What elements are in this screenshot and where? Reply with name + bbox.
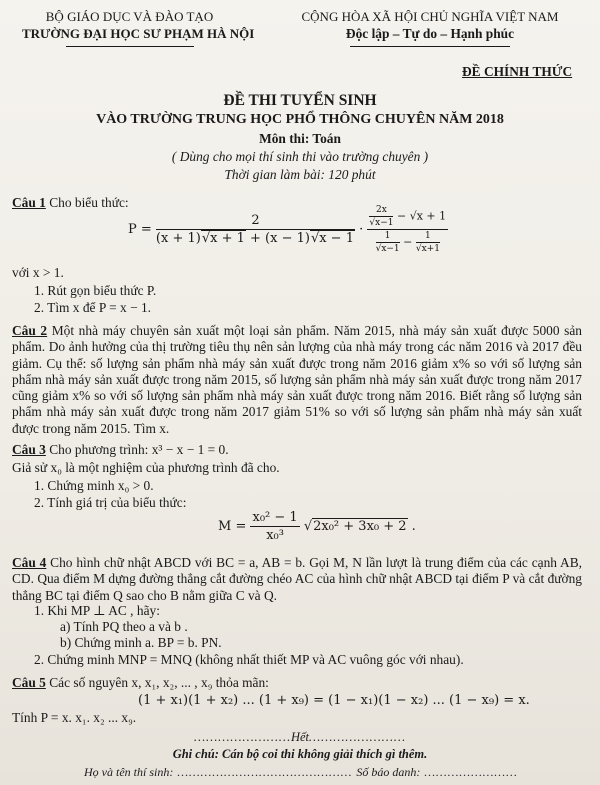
question-1-item-1: 1. Rút gọn biểu thức P. — [34, 283, 157, 298]
ministry-name: BỘ GIÁO DỤC VÀ ĐÀO TẠO — [45, 9, 214, 24]
question-5-label: Câu 5 — [12, 675, 46, 690]
end-marker: ……………………Hết…………………… — [194, 730, 406, 744]
question-2-text: Một nhà máy chuyên sản xuất một loại sản phẩm. Năm 2015, nhà máy sản xuất được 5000 sản phẩm. Do ảnh hưởng của thị trường tiêu thụ nên sản lượng của nhà máy trong các năm 2016 và 2017 đều giảm. Cụ thể: số lượng sản phẩm nhà máy sản xuất được trong năm 2016 giảm x% so với số lượng sản phẩm nhà máy sản xuất được trong năm 2015, số lượng sản phẩm nhà máy sản xuất được trong năm 2017 cũng giảm x% so với số lượng sản phẩm nhà máy sản xuất được trong năm 2016. Biết rằng số lượng sản phẩm nhà máy sản xuất được trong năm 2017 giảm 51% so với số lượng sản phẩm nhà máy sản xuất được trong năm 2015. Tìm x. — [12, 323, 582, 436]
header-right-underline — [350, 46, 510, 47]
question-4-item-1a: a) Tính PQ theo a và b . — [60, 619, 188, 634]
question-1-condition: với x > 1. — [12, 265, 64, 280]
footer-note: Ghi chú: Cán bộ coi thi không giải thích gì thêm. — [172, 747, 428, 761]
question-4-item-2: 2. Chứng minh MNP = MNQ (không nhất thiết MP và AC vuông góc với nhau). — [34, 652, 464, 667]
question-3-text: Cho phương trình: x³ − x − 1 = 0. — [49, 442, 229, 457]
question-3-formula: M = $\frac{\text{x₀² − 1}}{\text{x₀³}}$ √2x₀² + 3x₀ + 2 . — [218, 510, 416, 543]
question-3-label: Câu 3 — [12, 442, 46, 457]
exam-title: ĐỀ THI TUYỂN SINH — [223, 92, 377, 109]
national-motto: Độc lập – Tự do – Hạnh phúc — [345, 26, 515, 41]
question-4-paragraph — [12, 555, 582, 604]
exam-subject: Môn thi: Toán — [259, 131, 341, 146]
candidate-number-label: Số báo danh: — [356, 765, 421, 779]
question-5-text: Các số nguyên x, x₁, x₂, ... , x₉ thỏa mãn: — [49, 675, 269, 690]
question-1-intro — [12, 195, 129, 211]
question-3-item-2: 2. Tính giá trị của biểu thức: — [34, 495, 187, 510]
candidate-line: Họ và tên thí sinh: ……………………………………… Số báo danh: …………………… — [84, 765, 518, 779]
header-left-underline — [66, 46, 194, 47]
question-4-item-1: 1. Khi MP ⊥ AC , hãy: — [34, 603, 160, 618]
question-1-item-2: 2. Tìm x để P = x − 1. — [34, 300, 152, 315]
exam-time: Thời gian làm bài: 120 phút — [224, 167, 376, 182]
question-4-item-1b: b) Chứng minh a. BP = b. PN. — [60, 635, 222, 650]
question-1-text: Cho biểu thức: — [49, 195, 129, 210]
exam-note: ( Dùng cho mọi thí sinh thi vào trường chuyên ) — [171, 149, 429, 164]
question-5-equation: (1 + x₁)(1 + x₂) ... (1 + x₉) = (1 − x₁)(1 − x₂) ... (1 − x₉) = x. — [138, 693, 530, 708]
question-3-item-1: 1. Chứng minh x₀ > 0. — [34, 478, 154, 493]
question-2-paragraph — [12, 323, 582, 437]
candidate-name-label: Họ và tên thí sinh: — [84, 765, 174, 779]
question-4-text: Cho hình chữ nhật ABCD với BC = a, AB = b. Gọi M, N lần lượt là trung điểm của các cạnh AB, CD. Qua điểm M dựng đường thẳng cắt đường chéo AC của hình chữ nhật ABCD tại điểm P và cắt đường thẳng BC tại điểm Q sao cho B nằm giữa C và Q. — [12, 555, 583, 603]
end-text: Hết — [290, 730, 310, 744]
republic-name: CỘNG HÒA XÃ HỘI CHỦ NGHĨA VIỆT NAM — [301, 9, 559, 24]
question-1-formula: P = $\frac{2}{(x + 1)√x + 1 + (x - 1)√x - 1}$ · $\frac{2x}{√x-1}$ − √x + 1 $\frac{1}{√x-1}$ − $\frac{1}{√x+1}$ — [128, 205, 447, 254]
official-stamp: ĐỀ CHÍNH THỨC — [462, 64, 573, 79]
exam-subtitle: VÀO TRƯỜNG TRUNG HỌC PHỔ THÔNG CHUYÊN NĂM 2018 — [96, 112, 504, 127]
question-3-given: Giả sử x₀ là một nghiệm của phương trình đã cho. — [12, 460, 280, 475]
question-5-intro — [12, 675, 269, 691]
question-2-label: Câu 2 — [12, 323, 48, 338]
question-4-label: Câu 4 — [12, 555, 47, 570]
question-3-intro — [12, 442, 229, 458]
question-1-label: Câu 1 — [12, 195, 46, 210]
university-name: TRƯỜNG ĐẠI HỌC SƯ PHẠM HÀ NỘI — [22, 26, 255, 41]
question-5-ask: Tính P = x. x₁. x₂ ... x₉. — [12, 710, 137, 725]
